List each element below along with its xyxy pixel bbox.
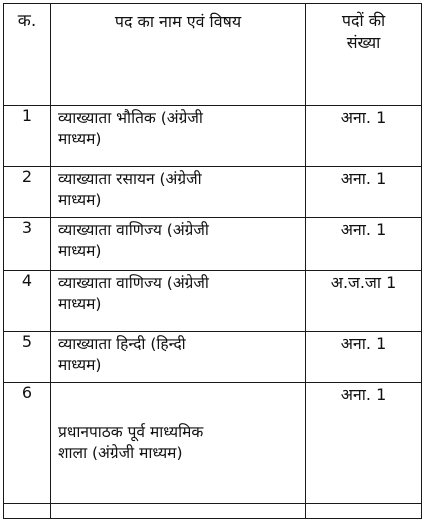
header-post-count-line2: संख्या [346,33,381,52]
row-post-count: अ.ज.जा 1 [306,271,422,332]
table-row [4,383,422,504]
table-header-row [4,4,422,106]
row-post-name-line1: प्रधानपाठक पूर्व माध्यमिक [58,423,204,441]
row-post-count: अना. 1 [306,332,422,383]
row-post-name-line2: माध्यम) [58,356,102,374]
row-post-name [51,271,306,332]
row-post-name-line2: माध्यम) [58,191,102,209]
row-post-name-line2: शाला (अंग्रेजी माध्यम) [58,444,183,462]
row-post-name-line2: माध्यम) [58,130,102,148]
row-post-name [51,167,306,218]
row-serial: 6 [4,383,51,504]
header-post-count-line1: पदों की [341,11,386,30]
row-post-name-line1: व्याख्याता वाणिज्य (अंग्रेजी [58,221,209,239]
row-post-name [51,218,306,271]
posts-table [3,3,422,519]
row-post-name-line1: व्याख्याता वाणिज्य (अंग्रेजी [58,274,209,292]
row-post-name-line1: व्याख्याता रसायन (अंग्रेजी [58,170,202,188]
row-post-name [51,383,306,504]
row-serial: 4 [4,271,51,332]
row-post-count: अना. 1 [306,167,422,218]
row-post-name-line2: माध्यम) [58,242,102,260]
row-serial: 1 [4,106,51,167]
row-post-name [51,106,306,167]
row-post-name-line2: माध्यम) [58,295,102,313]
row-post-name-line1: व्याख्याता हिन्दी (हिन्दी [58,335,186,353]
row-post-name-line1: व्याख्याता भौतिक (अंग्रेजी [58,109,203,127]
table-row-partial [4,504,422,519]
row-serial: 3 [4,218,51,271]
header-post-count [306,4,422,106]
table-row [4,167,422,218]
row-post-name-empty [51,504,306,519]
row-serial-empty [4,504,51,519]
row-post-count: अना. 1 [306,106,422,167]
row-post-count-empty [306,504,422,519]
row-post-count: अना. 1 [306,383,422,504]
table-row [4,106,422,167]
table-row [4,218,422,271]
table-row [4,271,422,332]
table-row [4,332,422,383]
row-post-count: अना. 1 [306,218,422,271]
header-post-name: पद का नाम एवं विषय [51,4,306,106]
row-serial: 2 [4,167,51,218]
header-serial: क. [4,4,51,106]
row-serial: 5 [4,332,51,383]
row-post-name [51,332,306,383]
